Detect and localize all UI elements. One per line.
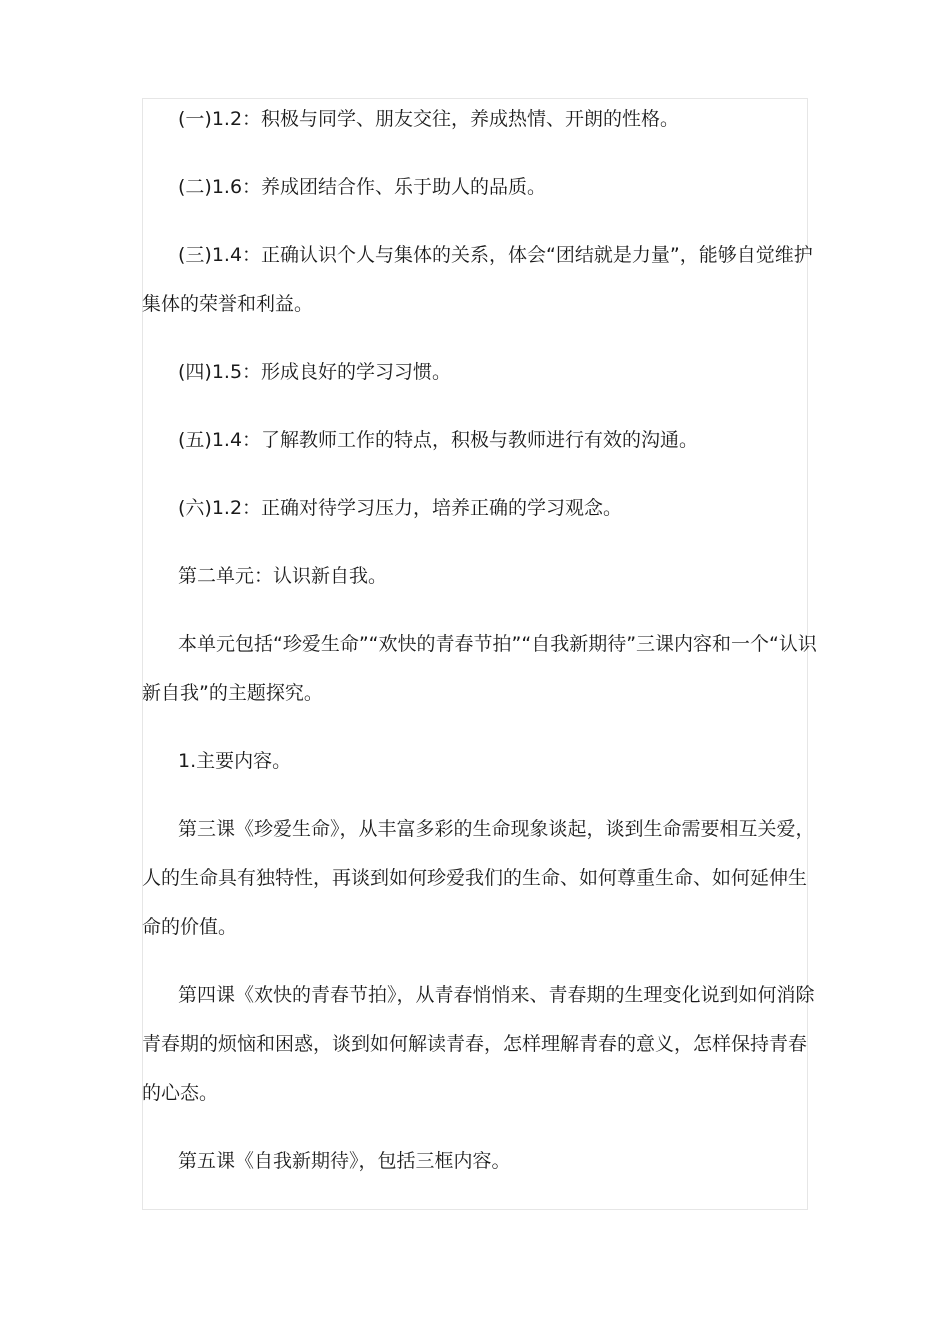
paragraph-6: (六)1.2：正确对待学习压力，培养正确的学习观念。 [178,497,623,519]
document-body [142,98,818,1186]
section-heading: 1.主要内容。 [178,750,292,772]
paragraph-2: (二)1.6：养成团结合作、乐于助人的品质。 [178,176,547,198]
paragraph-3: (三)1.4：正确认识个人与集体的关系，体会“团结就是力量”，能够自觉维护集体的荣誉和利益。 [142,244,813,315]
lesson-4-paragraph: 第四课《欢快的青春节拍》，从青春悄悄来、青春期的生理变化说到如何消除青春期的烦恼和困惑，谈到如何解读青春，怎样理解青春的意义，怎样保持青春的心态。 [142,984,815,1104]
lesson-3-paragraph: 第三课《珍爱生命》，从丰富多彩的生命现象谈起，谈到生命需要相互关爱，人的生命具有独特性，再谈到如何珍爱我们的生命、如何尊重生命、如何延伸生命的价值。 [142,818,815,938]
lesson-5-paragraph: 第五课《自我新期待》，包括三框内容。 [178,1150,511,1172]
paragraph-5: (五)1.4：了解教师工作的特点，积极与教师进行有效的沟通。 [178,429,699,451]
unit-heading: 第二单元：认识新自我。 [178,565,388,587]
paragraph-4: (四)1.5：形成良好的学习习惯。 [178,361,452,383]
unit-intro: 本单元包括“珍爱生命”“欢快的青春节拍”“自我新期待”三课内容和一个“认识新自我”的主题探究。 [142,633,817,704]
paragraph-1: (一)1.2：积极与同学、朋友交往，养成热情、开朗的性格。 [178,108,680,130]
